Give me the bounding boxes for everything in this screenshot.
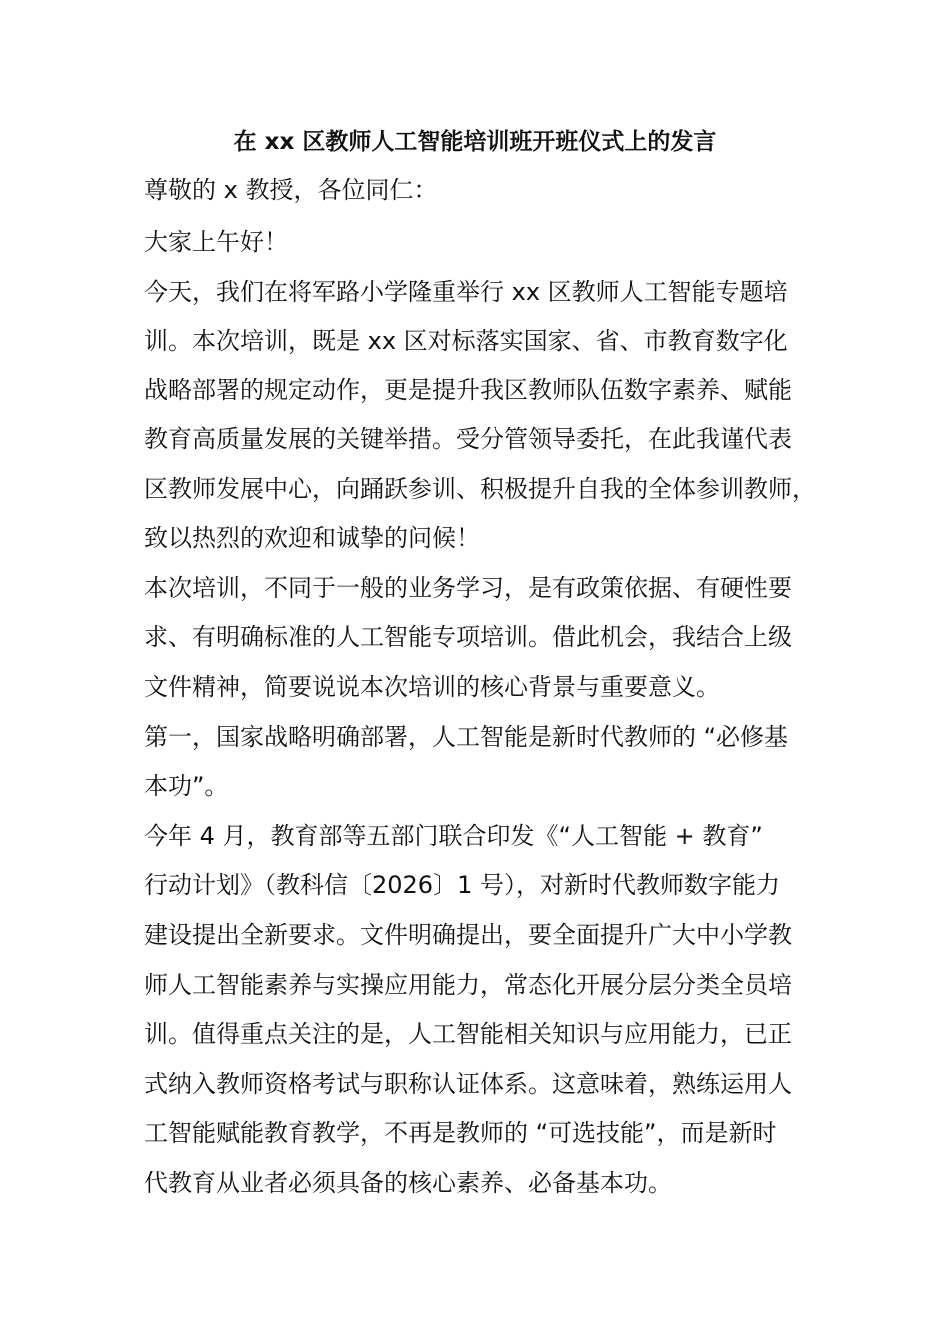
paragraph-line: 建设提出全新要求。文件明确提出，要全面提升广大中小学教 (144, 921, 792, 949)
paragraph-line: 训。本次培训，既是 xx 区对标落实国家、省、市教育数字化 (144, 327, 788, 355)
paragraph-line: 师人工智能素养与实操应用能力，常态化开展分层分类全员培 (144, 971, 792, 999)
paragraph-line: 代教育从业者必须具备的核心素养、必备基本功。 (144, 1169, 672, 1197)
paragraph-line: 今天，我们在将军路小学隆重举行 xx 区教师人工智能专题培 (144, 278, 788, 306)
paragraph-line: 文件精神，简要说说本次培训的核心背景与重要意义。 (144, 673, 720, 701)
greeting: 大家上午好！ (144, 228, 288, 256)
section-heading-line: 第一，国家战略明确部署，人工智能是新时代教师的 “必修基 (144, 723, 789, 751)
paragraph-line: 教育高质量发展的关键举措。受分管领导委托，在此我谨代表 (144, 425, 792, 453)
paragraph-line: 今年 4 月，教育部等五部门联合印发《“人工智能 + 教育” (144, 822, 763, 850)
document-title: 在 xx 区教师人工智能培训班开班仪式上的发言 (233, 129, 717, 155)
section-heading-line: 本功”。 (144, 772, 229, 800)
paragraph-line: 训。值得重点关注的是，人工智能相关知识与应用能力，已正 (144, 1020, 792, 1048)
paragraph-line: 致以热烈的欢迎和诚挚的问候！ (144, 524, 480, 552)
paragraph-line: 本次培训，不同于一般的业务学习，是有政策依据、有硬性要 (144, 574, 792, 602)
salutation: 尊敬的 x 教授，各位同仁： (144, 176, 438, 204)
paragraph-line: 工智能赋能教育教学，不再是教师的 “可选技能”，而是新时 (144, 1119, 777, 1147)
paragraph-line: 式纳入教师资格考试与职称认证体系。这意味着，熟练运用人 (144, 1070, 792, 1098)
paragraph-line: 行动计划》（教科信〔2026〕1 号），对新时代教师数字能力 (144, 871, 780, 899)
paragraph-line: 战略部署的规定动作，更是提升我区教师队伍数字素养、赋能 (144, 376, 792, 404)
paragraph-line: 求、有明确标准的人工智能专项培训。借此机会，我结合上级 (144, 623, 792, 651)
paragraph-line: 区教师发展中心，向踊跃参训、积极提升自我的全体参训教师， (144, 475, 816, 503)
